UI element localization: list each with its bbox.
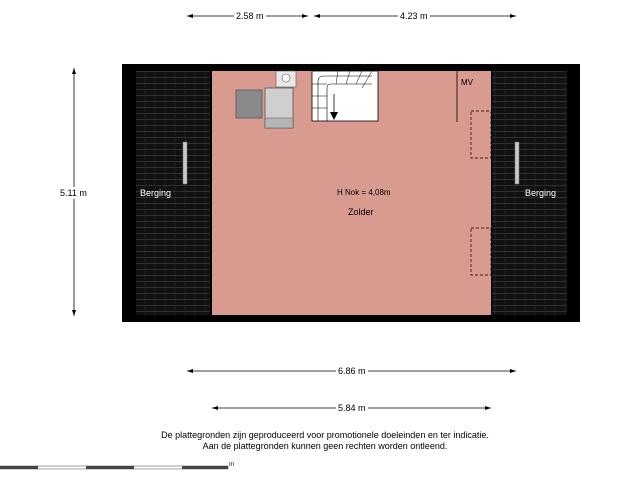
- room-label-attic: Zolder: [348, 207, 374, 217]
- dimension-bottom-outer-label: 6.86 m: [338, 366, 366, 376]
- scale-bar: [0, 466, 228, 469]
- dimension-top-left-label: 2.58 m: [236, 11, 264, 21]
- dryer-panel: [265, 118, 293, 128]
- disclaimer-line-2: Aan de plattegronden kunnen geen rechten worden ontleend.: [202, 441, 448, 451]
- scale-unit-label: m: [229, 462, 234, 468]
- skylight-right: [515, 142, 519, 184]
- washing-machine: [236, 90, 262, 118]
- dimension-top-right-label: 4.23 m: [400, 11, 428, 21]
- disclaimer: [160, 430, 490, 452]
- disclaimer-line-1: De plattegronden zijn geproduceerd voor promotionele doeleinden en ter indicatie.: [161, 430, 489, 440]
- boiler: [276, 71, 296, 87]
- room-label-storage-right: Berging: [525, 188, 557, 198]
- room-label-storage-left: Berging: [140, 188, 172, 198]
- skylight-left: [183, 142, 187, 184]
- staircase: [312, 71, 378, 121]
- ridge-height-label: H Nok = 4,08m: [337, 188, 391, 197]
- dimension-left-height-label: 5.11 m: [60, 188, 87, 198]
- ventilation-label: MV: [461, 78, 473, 87]
- dimension-bottom-inner-label: 5.84 m: [338, 403, 366, 413]
